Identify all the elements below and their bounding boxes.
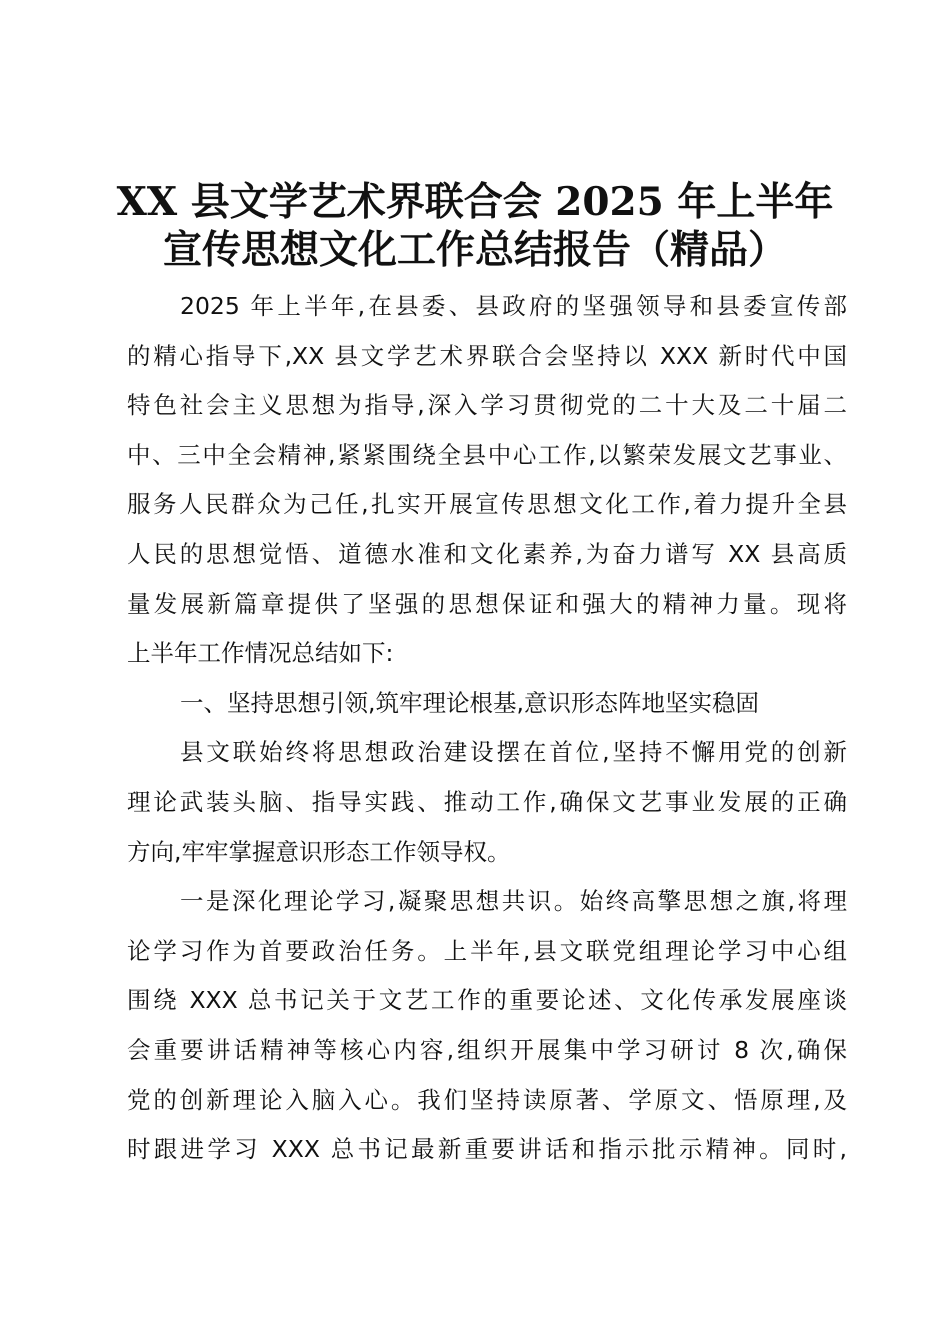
paragraph-intro [127, 282, 847, 679]
document-title [100, 178, 850, 274]
text-line: 方向,牢牢掌握意识形态工作领导权。 [127, 837, 511, 866]
section-heading-text: 一、坚持思想引领,筑牢理论根基,意识形态阵地坚实稳固 [180, 688, 759, 717]
paragraph-item-1 [127, 877, 847, 1175]
text-line: 服务人民群众为己任,扎实开展宣传思想文化工作,着力提升全县 [127, 490, 847, 519]
title-line-2: 宣传思想文化工作总结报告（精品） [162, 227, 787, 273]
text-line: 特色社会主义思想为指导,深入学习贯彻党的二十大及二十届二 [127, 391, 847, 420]
text-line: 上半年工作情况总结如下: [127, 639, 394, 668]
text-line: 论学习作为首要政治任务。上半年,县文联党组理论学习中心组 [127, 936, 847, 965]
document-body [127, 282, 847, 1175]
text-line: 围绕 XXX 总书记关于文艺工作的重要论述、文化传承发展座谈 [127, 986, 847, 1015]
text-line: 理论武装头脑、指导实践、推动工作,确保文艺事业发展的正确 [127, 787, 847, 816]
title-line-1: XX 县文学艺术界联合会 2025 年上半年 [116, 179, 834, 225]
text-line: 人民的思想觉悟、道德水准和文化素养,为奋力谱写 XX 县高质 [127, 539, 847, 568]
text-line: 量发展新篇章提供了坚强的思想保证和强大的精神力量。现将 [127, 589, 847, 618]
text-line: 的精心指导下,XX 县文学艺术界联合会坚持以 XXX 新时代中国 [127, 341, 847, 370]
paragraph-section-1 [127, 728, 847, 877]
text-line: 中、三中全会精神,紧紧围绕全县中心工作,以繁荣发展文艺事业、 [127, 440, 847, 469]
section-heading [127, 679, 847, 729]
text-line: 一是深化理论学习,凝聚思想共识。始终高擎思想之旗,将理 [180, 887, 847, 916]
text-line: 会重要讲话精神等核心内容,组织开展集中学习研讨 8 次,确保 [127, 1035, 847, 1064]
text-line: 党的创新理论入脑入心。我们坚持读原著、学原文、悟原理,及 [127, 1085, 847, 1114]
text-line: 时跟进学习 XXX 总书记最新重要讲话和指示批示精神。同时, [127, 1135, 847, 1164]
text-line: 2025 年上半年,在县委、县政府的坚强领导和县委宣传部 [180, 292, 847, 320]
text-line: 县文联始终将思想政治建设摆在首位,坚持不懈用党的创新 [180, 738, 847, 767]
